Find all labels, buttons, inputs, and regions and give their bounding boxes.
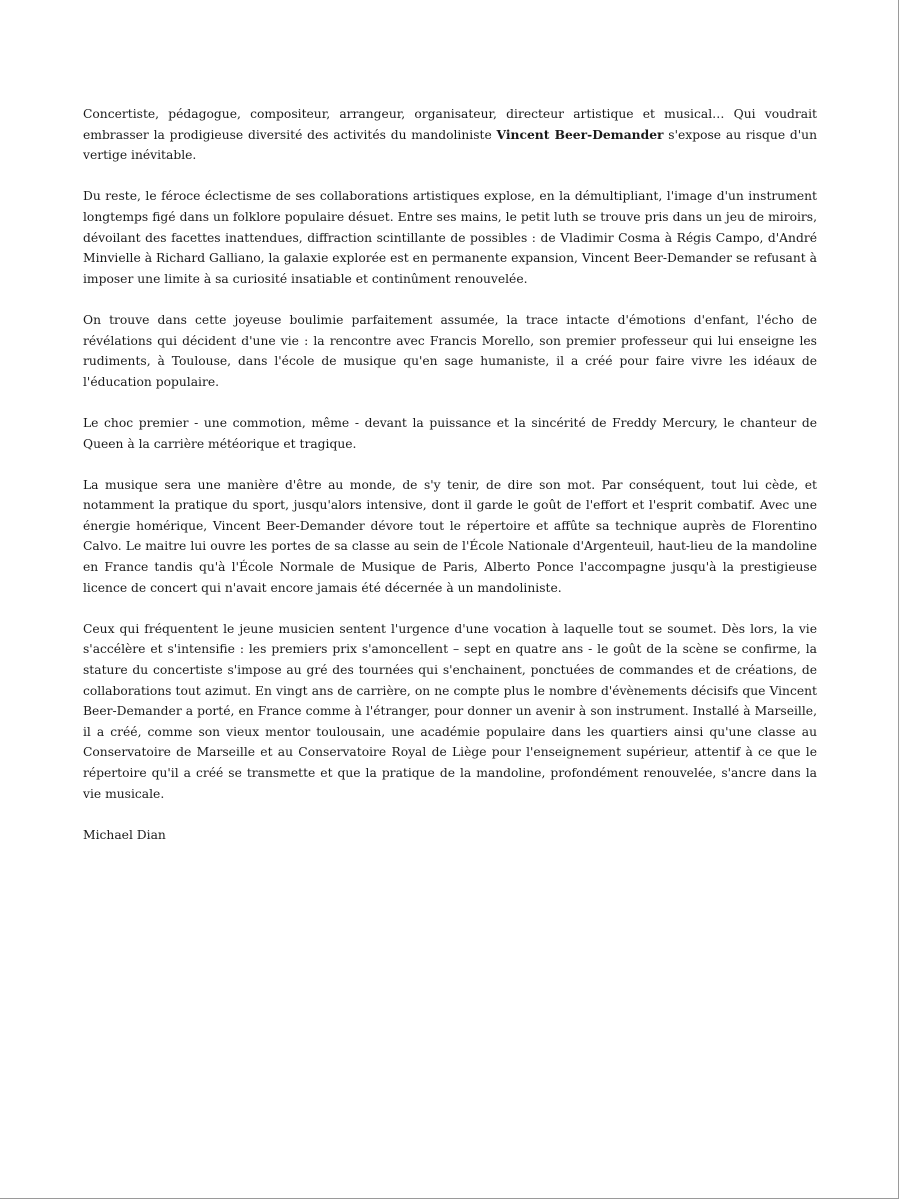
musician-name: Vincent Beer-Demander bbox=[496, 126, 664, 142]
paragraph-intro-end: s'expose au risque d'un vertige inévitable. bbox=[83, 127, 817, 163]
author-signature: Michael Dian bbox=[83, 827, 166, 842]
paragraph-intro bbox=[83, 104, 817, 166]
paragraph-career: Ceux qui fréquentent le jeune musicien sentent l'urgence d'une vocation à laquelle tout se soumet. Dès lors, la vie s'accélère et s'intensifie : les premiers prix s'amoncellent – sept en quatre ans - le goût de la scène se confirme, la stature du concertiste s'impose au gré des tournées qui s'enchainent, ponctuées de commandes et de créations, de collaborations tout azimut. En vingt ans de carrière, on ne compte plus le nombre d'évènements décisifs que Vincent Beer-Demander a porté, en France comme à l'étranger, pour donner un avenir à son instrument. Installé à Marseille, il a créé, comme son vieux mentor toulousain, une académie populaire dans les quartiers ainsi qu'une classe au Conservatoire de Marseille et au Conservatoire Royal de Liège pour l'enseignement supérieur, attentif à ce que le répertoire qu'il a créé se transmette et que la pratique de la mandoline, profondément renouvelée, s'ancre dans la vie musicale. bbox=[83, 621, 817, 801]
paragraph-childhood: On trouve dans cette joyeuse boulimie parfaitement assumée, la trace intacte d'émotions d'enfant, l'écho de révélations qui décident d'une vie : la rencontre avec Francis Morello, son premier professeur qui lui enseigne les rudiments, à Toulouse, dans l'école de musique qu'en sage humaniste, il a créé pour faire vivre les idéaux de l'éducation populaire. bbox=[83, 312, 817, 389]
paragraph-training: La musique sera une manière d'être au monde, de s'y tenir, de dire son mot. Par conséquent, tout lui cède, et notamment la pratique du sport, jusqu'alors intensive, dont il garde le goût de l'effort et l'esprit combatif. Avec une énergie homérique, Vincent Beer-Demander dévore tout le répertoire et affûte sa technique auprès de Florentino Calvo. Le maitre lui ouvre les portes de sa classe au sein de l'École Nationale d'Argenteuil, haut-lieu de la mandoline en France tandis qu'à l'École Normale de Musique de Paris, Alberto Ponce l'accompagne jusqu'à la prestigieuse licence de concert qui n'avait encore jamais été décernée à un mandoliniste. bbox=[83, 477, 817, 595]
paragraph-first-shock: Le choc premier - une commotion, même - devant la puissance et la sincérité de Freddy Mercury, le chanteur de Queen à la carrière météorique et tragique. bbox=[83, 415, 817, 451]
paragraph-eclecticism: Du reste, le féroce éclectisme de ses collaborations artistiques explose, en la démultipliant, l'image d'un instrument longtemps figé dans un folklore populaire désuet. Entre ses mains, le petit luth se trouve pris dans un jeu de miroirs, dévoilant des facettes inattendues, diffraction scintillante de possibles : de Vladimir Cosma à Régis Campo, d'André Minvielle à Richard Galliano, la galaxie explorée est en permanente expansion, Vincent Beer-Demander se refusant à imposer une limite à sa curiosité insatiable et continûment renouvelée. bbox=[83, 189, 817, 286]
paragraph-intro-start: Concertiste, pédagogue, compositeur, arrangeur, organisateur, directeur artistique et musical… Qui voudrait embrasser la prodigieuse diversité des activités du mandoliniste bbox=[83, 107, 817, 142]
article-body bbox=[83, 104, 817, 866]
